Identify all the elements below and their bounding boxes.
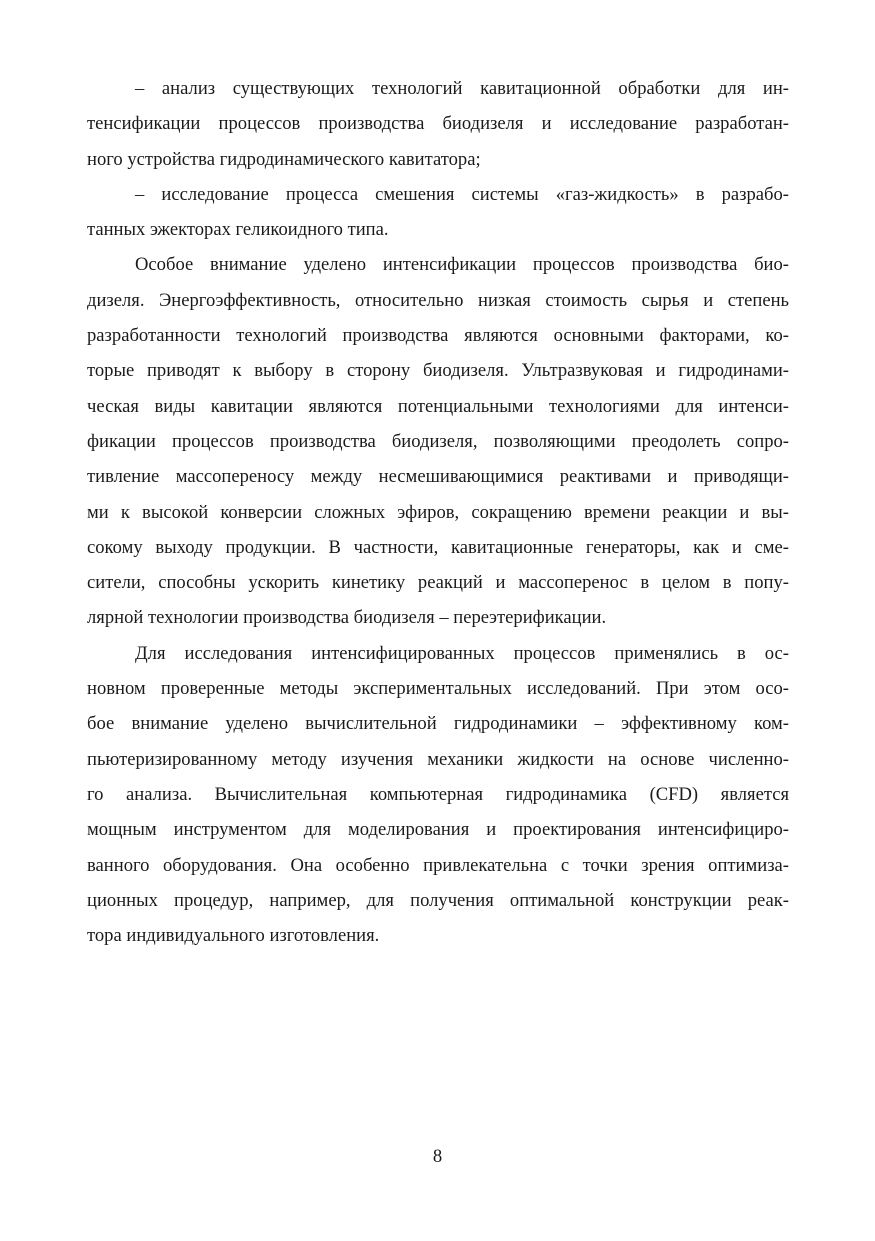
text-line: новном проверенные методы экспериментальных исследований. При этом осо- [87, 678, 789, 700]
body-text [87, 68, 789, 950]
page-number: 8 [432, 1146, 443, 1167]
text-line: фикации процессов производства биодизеля, позволяющими преодолеть сопро- [87, 430, 789, 452]
text-line: ми к высокой конверсии сложных эфиров, сокращению времени реакции и вы- [87, 501, 789, 523]
list-item-analysis [87, 68, 789, 174]
text-line: го анализа. Вычислительная компьютерная гидродинамика (CFD) является [87, 783, 789, 805]
text-line: тивление массопереносу между несмешивающимися реактивами и приводящи- [87, 466, 789, 488]
text-line: бое внимание уделено вычислительной гидродинамики – эффективному ком- [87, 713, 789, 735]
text-line: мощным инструментом для моделирования и проектирования интенсифициро- [87, 819, 789, 841]
text-line: Для исследования интенсифицированных процессов применялись в ос- [135, 642, 789, 664]
list-item-mixing [87, 174, 789, 245]
text-line: ционных процедур, например, для получения оптимальной конструкции реак- [87, 889, 789, 911]
text-line: дизеля. Энергоэффективность, относительно низкая стоимость сырья и степень [87, 289, 789, 311]
text-line: тенсификации процессов производства биодизеля и исследование разработан- [87, 113, 789, 135]
text-line: ного устройства гидродинамического кавитатора; [87, 148, 481, 170]
text-line: сокому выходу продукции. В частности, кавитационные генераторы, как и сме- [87, 536, 789, 558]
text-line: пьютеризированному методу изучения механики жидкости на основе численно- [87, 748, 789, 770]
text-line: разработанности технологий производства являются основными факторами, ко- [87, 325, 789, 347]
text-line: торые приводят к выбору в сторону биодизеля. Ультразвуковая и гидродинами- [87, 360, 789, 382]
text-line: – анализ существующих технологий кавитационной обработки для ин- [135, 78, 789, 99]
text-line: сители, способны ускорить кинетику реакций и массоперенос в целом в попу- [87, 572, 789, 594]
text-line: лярной технологии производства биодизеля – переэтерификации. [87, 607, 607, 629]
text-line: танных эжекторах геликоидного типа. [87, 219, 389, 241]
text-line: ванного оборудования. Она особенно привлекательна с точки зрения оптимиза- [87, 854, 789, 876]
paragraph-cfd [87, 633, 789, 951]
text-line: тора индивидуального изготовления. [87, 925, 380, 947]
text-line: ческая виды кавитации являются потенциальными технологиями для интенси- [87, 395, 789, 417]
text-line: Особое внимание уделено интенсификации процессов производства био- [135, 254, 789, 276]
paragraph-intensification [87, 244, 789, 632]
text-line: – исследование процесса смешения системы «газ-жидкость» в разрабо- [135, 183, 789, 205]
